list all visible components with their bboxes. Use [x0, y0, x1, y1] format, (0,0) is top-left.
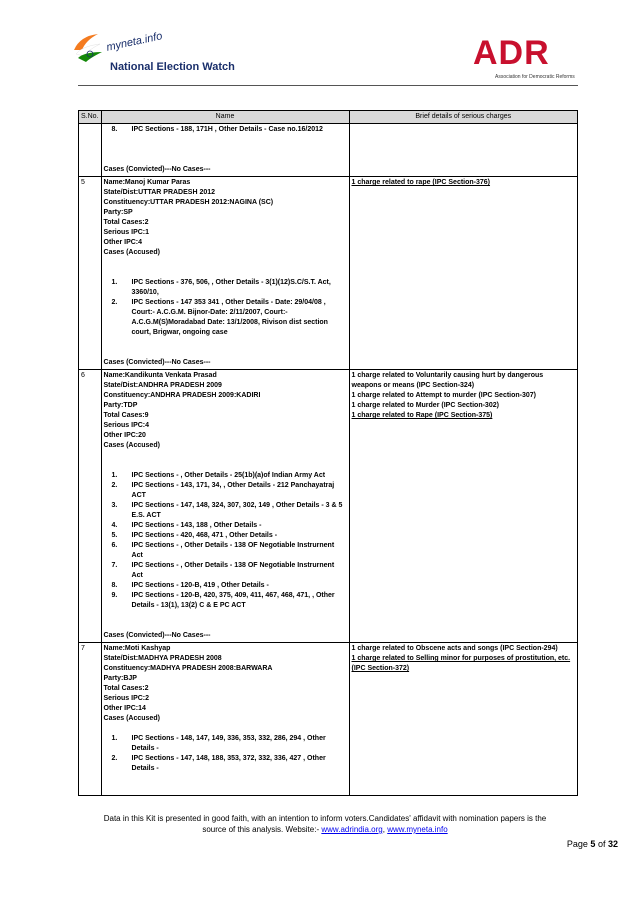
charges-details [349, 643, 577, 796]
adr-logo-text: ADR [473, 34, 550, 72]
other-ipc: Other IPC:4 [103, 239, 143, 246]
other-ipc: Other IPC:14 [103, 705, 146, 712]
convicted-cases: Cases (Convicted)---No Cases--- [103, 632, 211, 639]
ipc-item: 6. IPC Sections - , Other Details - 138 OF Negotiable Instrurnent Act [111, 542, 335, 559]
total-cases: Total Cases:2 [103, 685, 149, 692]
charges-details [349, 370, 577, 643]
table-row-continuation [79, 124, 578, 177]
charges-details [349, 177, 577, 370]
ipc-item: 9. IPC Sections - 120-B, 420, 375, 409, 411, 467, 468, 471, , Other Details - 13(1), 13(2) C & E PC ACT [111, 592, 335, 609]
candidate-name: Name:Manoj Kumar Paras [103, 179, 191, 186]
charge-item: 1 charge related to rape (IPC Section-376) [351, 179, 491, 186]
col-header-charges: Brief details of serious charges [349, 111, 577, 124]
page-header [70, 28, 580, 84]
convicted-cases: Cases (Convicted)---No Cases--- [103, 166, 211, 173]
candidate-details [101, 370, 349, 643]
myneta-link[interactable]: www.myneta.info [387, 825, 448, 834]
table-header-row [79, 111, 578, 124]
charge-item: 1 charge related to Murder (IPC Section-302) [351, 402, 499, 409]
candidate-state: State/Dist:ANDHRA PRADESH 2009 [103, 382, 222, 389]
candidate-state: State/Dist:UTTAR PRADESH 2012 [103, 189, 216, 196]
candidate-name: Name:Kandikunta Venkata Prasad [103, 372, 217, 379]
page-footer [70, 813, 580, 835]
ipc-item: 3. IPC Sections - 147, 148, 324, 307, 302, 149 , Other Details - 3 & 5 E.S. ACT [111, 502, 343, 519]
col-header-name: Name [101, 111, 349, 124]
row-sno: 5 [79, 177, 102, 370]
myneta-logo-text: myneta.info [105, 30, 164, 54]
candidate-party: Party:TDP [103, 402, 138, 409]
ipc-item: 1. IPC Sections - 148, 147, 149, 336, 353, 332, 286, 294 , Other Details - [111, 735, 326, 752]
ipc-item: 1. IPC Sections - 376, 506, , Other Details - 3(1)(12)S.C/S.T. Act, 3360/10, [111, 279, 331, 296]
adr-logo-subtext: Association for Democratic Reforms [495, 74, 575, 80]
charge-item: 1 charge related to Attempt to murder (IPC Section-307) [351, 392, 537, 399]
row-sno: 6 [79, 370, 102, 643]
adrindia-link[interactable]: www.adrindia.org [321, 825, 383, 834]
national-election-watch-logo [70, 28, 270, 78]
footer-source: source of this analysis. Website:- www.adrindia.org, www.myneta.info [202, 825, 448, 834]
ipc-item: 2. IPC Sections - 147, 148, 188, 353, 372, 332, 336, 427 , Other Details - [111, 755, 326, 772]
accused-cases: Cases (Accused) [103, 442, 160, 449]
total-cases: Total Cases:2 [103, 219, 149, 226]
charge-item: 1 charge related to Obscene acts and songs (IPC Section-294) [351, 645, 558, 652]
charge-item: 1 charge related to Voluntarily causing hurt by dangerous weapons or means (IPC Section-324) [351, 372, 544, 389]
accused-cases: Cases (Accused) [103, 249, 160, 256]
charge-item: 1 charge related to Selling minor for purposes of prostitution, etc. (IPC Section-372) [351, 655, 571, 672]
ipc-item: 1. IPC Sections - , Other Details - 25(1b)(a)of Indian Army Act [111, 472, 326, 479]
page-number: Page 5 of 32 [566, 839, 618, 849]
candidate-details [101, 177, 349, 370]
table-row [79, 370, 578, 643]
candidate-name: Name:Moti Kashyap [103, 645, 171, 652]
candidate-details [101, 643, 349, 796]
ipc-item: 5. IPC Sections - 420, 468, 471 , Other Details - [111, 532, 278, 539]
ipc-item: 7. IPC Sections - , Other Details - 138 OF Negotiable Instrurnent Act [111, 562, 335, 579]
total-cases: Total Cases:9 [103, 412, 149, 419]
serious-ipc: Serious IPC:2 [103, 695, 150, 702]
nw-logo-text: National Election Watch [110, 61, 235, 73]
table-row [79, 643, 578, 796]
candidate-party: Party:BJP [103, 675, 137, 682]
candidate-constituency: Constituency:ANDHRA PRADESH 2009:KADIRI [103, 392, 261, 399]
footer-disclaimer: Data in this Kit is presented in good faith, with an intention to inform voters.Candidates' affidavit with nomination papers is the [103, 814, 547, 823]
ipc-item: 8. IPC Sections - 120-B, 419 , Other Details - [111, 582, 269, 589]
ipc-item: 2. IPC Sections - 143, 171, 34, , Other Details - 212 Panchayatraj ACT [111, 482, 335, 499]
candidate-constituency: Constituency:UTTAR PRADESH 2012:NAGINA (SC) [103, 199, 274, 206]
table-row [79, 177, 578, 370]
charge-item: 1 charge related to Rape (IPC Section-375) [351, 412, 493, 419]
serious-ipc: Serious IPC:1 [103, 229, 150, 236]
candidate-constituency: Constituency:MADHYA PRADESH 2008:BARWARA [103, 665, 273, 672]
header-divider [78, 85, 578, 86]
candidate-state: State/Dist:MADHYA PRADESH 2008 [103, 655, 222, 662]
adr-logo [465, 34, 580, 82]
candidates-table [78, 110, 578, 796]
row-sno: 7 [79, 643, 102, 796]
candidate-party: Party:SP [103, 209, 133, 216]
serious-ipc: Serious IPC:4 [103, 422, 150, 429]
accused-cases: Cases (Accused) [103, 715, 160, 722]
ipc-item: 4. IPC Sections - 143, 188 , Other Details - [111, 522, 262, 529]
ipc-item: 2. IPC Sections - 147 353 341 , Other Details - Date: 29/04/08 , Court:- A.C.G.M. Bijnor-Date: 2/11/2007, Court:- A.C.G.M(S)Moradabad Date: 13/1/2008, Rivison dist section court, Brigwar, ongoing case [111, 299, 328, 336]
convicted-cases: Cases (Convicted)---No Cases--- [103, 359, 211, 366]
ipc-item: 8. IPC Sections - 188, 171H , Other Details - Case no.16/2012 [111, 126, 323, 133]
other-ipc: Other IPC:20 [103, 432, 146, 439]
col-header-sno: S.No. [79, 111, 102, 124]
